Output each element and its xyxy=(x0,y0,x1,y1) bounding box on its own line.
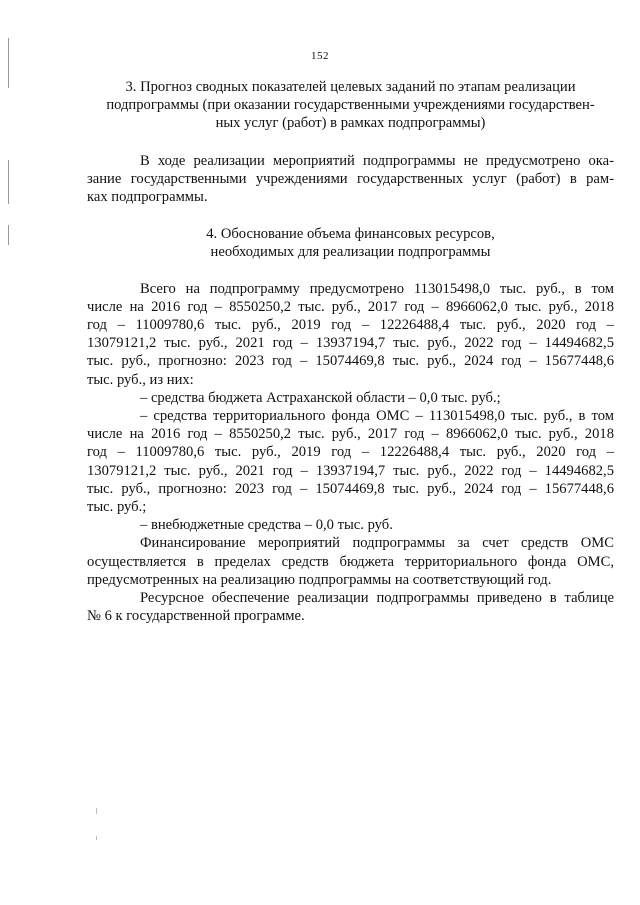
regional-budget-item xyxy=(87,389,614,407)
text-line: числе на 2016 год – 8550250,2 тыс. руб., 2017 год – 8966062,0 тыс. руб., 2018 xyxy=(87,426,614,443)
resource-paragraph xyxy=(87,589,614,625)
text-line: предусмотренных на реализацию подпрограммы на соответствующий год. xyxy=(87,571,552,588)
financing-paragraph xyxy=(87,534,614,589)
text-line: Финансирование мероприятий подпрограммы за счет средств ОМС xyxy=(140,535,614,552)
text-line: год – 11009780,6 тыс. руб., 2019 год – 12226488,4 тыс. руб., 2020 год – xyxy=(87,444,614,461)
text-line: тыс. руб., прогнозно: 2023 год – 15074469,8 тыс. руб., 2024 год – 15677448,6 xyxy=(87,480,614,497)
extra-budget-item xyxy=(87,516,614,534)
text-line: ках подпрограммы. xyxy=(87,189,208,206)
scan-margin-mark xyxy=(8,225,9,245)
scan-speck xyxy=(96,808,97,814)
text-line: год – 11009780,6 тыс. руб., 2019 год – 12226488,4 тыс. руб., 2020 год – xyxy=(87,317,614,334)
text-line: тыс. руб., из них: xyxy=(87,371,194,388)
text-line: осуществляется в пределах средств бюджета территориального фонда ОМС, xyxy=(87,553,614,570)
text-line: тыс. руб.; xyxy=(87,499,147,516)
text-line: № 6 к государственной программе. xyxy=(87,608,305,625)
heading-line: подпрограммы (при оказании государственными учреждениями государствен- xyxy=(106,97,595,114)
total-funding-paragraph xyxy=(87,280,614,389)
heading-line: 3. Прогноз сводных показателей целевых заданий по этапам реализации xyxy=(125,79,576,95)
scan-margin-mark xyxy=(8,38,9,88)
text-line: тыс. руб., прогнозно: 2023 год – 15074469,8 тыс. руб., 2024 год – 15677448,6 xyxy=(87,353,614,370)
document-body xyxy=(87,78,614,625)
section-3-heading xyxy=(87,78,614,133)
heading-line: ных услуг (работ) в рамках подпрограммы) xyxy=(215,115,486,132)
text-line: Ресурсное обеспечение реализации подпрограммы приведено в таблице xyxy=(140,590,614,607)
text-line: В ходе реализации мероприятий подпрограммы не предусмотрено ока- xyxy=(140,152,614,169)
text-line: числе на 2016 год – 8550250,2 тыс. руб., 2017 год – 8966062,0 тыс. руб., 2018 xyxy=(87,298,614,315)
text-line: 13079121,2 тыс. руб., 2021 год – 13937194,7 тыс. руб., 2022 год – 14494682,5 xyxy=(87,335,614,352)
text-line: 13079121,2 тыс. руб., 2021 год – 13937194,7 тыс. руб., 2022 год – 14494682,5 xyxy=(87,462,614,479)
scan-speck xyxy=(96,836,97,840)
scan-margin-mark xyxy=(8,160,9,204)
page-number: 152 xyxy=(311,50,329,62)
heading-line: 4. Обоснование объема финансовых ресурсов, xyxy=(206,226,495,243)
list-item: – внебюджетные средства – 0,0 тыс. руб. xyxy=(140,517,393,534)
text-line: зание государственными учреждениями государственных услуг (работ) в рам- xyxy=(87,170,614,187)
text-line: Всего на подпрограмму предусмотрено 113015498,0 тыс. руб., в том xyxy=(140,280,614,297)
list-item: – средства бюджета Астраханской области – 0,0 тыс. руб.; xyxy=(140,389,501,406)
section-3-paragraph xyxy=(87,152,614,207)
heading-line: необходимых для реализации подпрограммы xyxy=(210,244,491,261)
section-4-heading xyxy=(87,225,614,261)
text-line: – средства территориального фонда ОМС – 113015498,0 тыс. руб., в том xyxy=(140,408,614,425)
oms-fund-item xyxy=(87,407,614,516)
